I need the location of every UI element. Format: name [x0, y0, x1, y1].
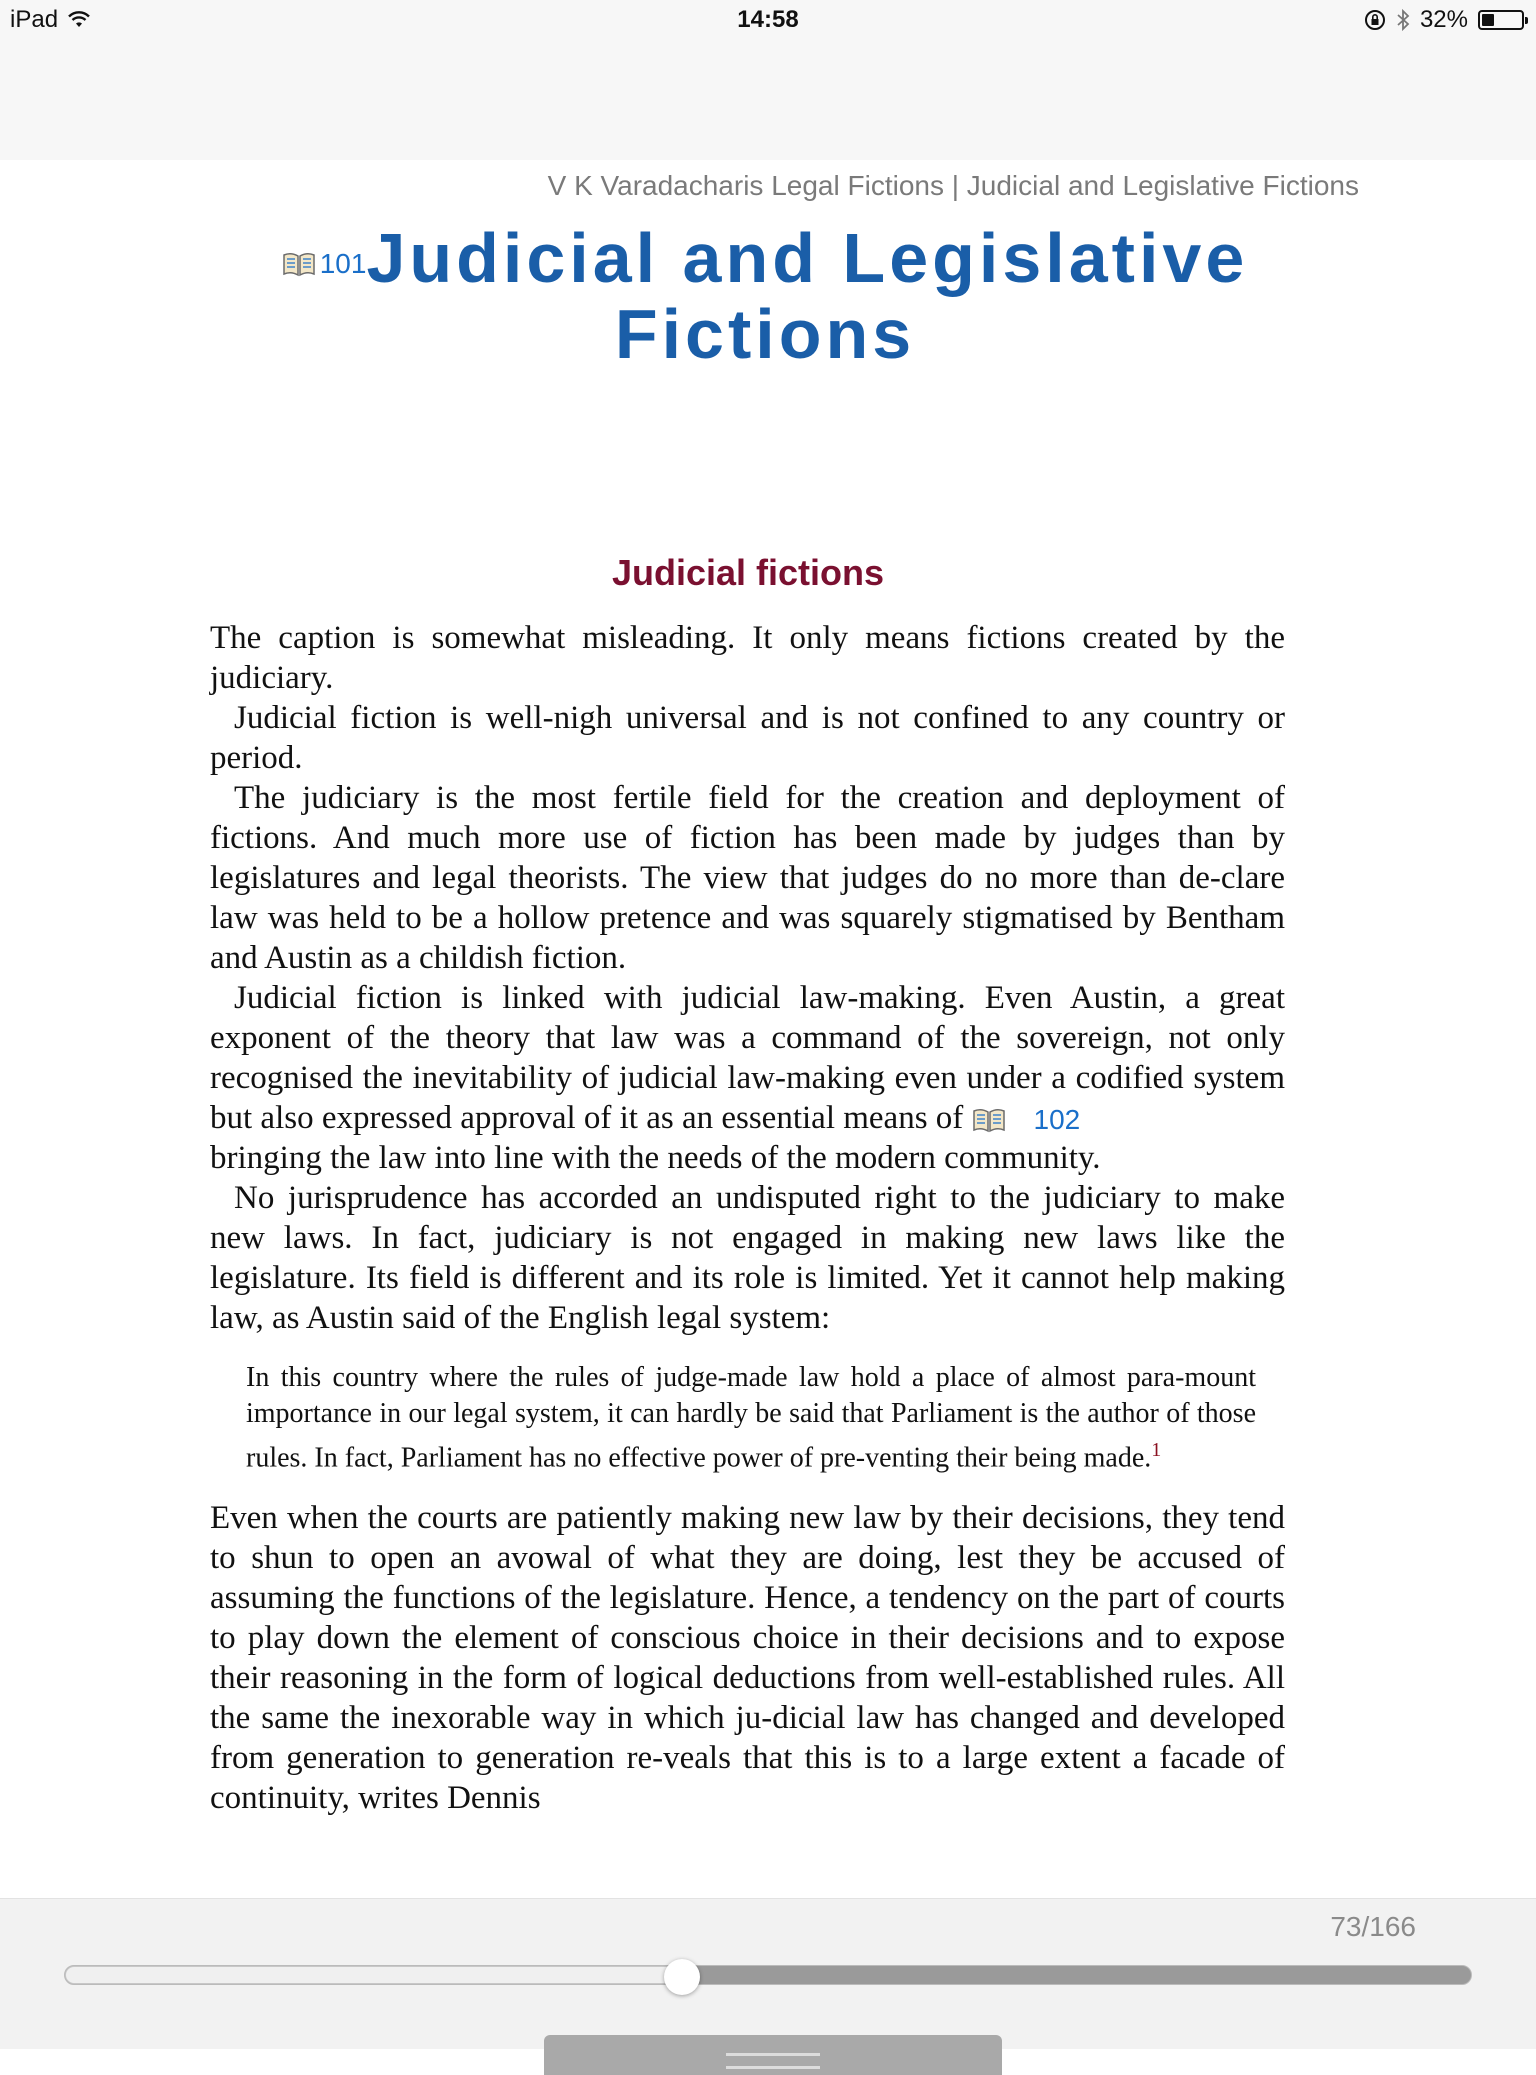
block-quote — [246, 1360, 1256, 1476]
book-icon — [282, 251, 316, 277]
rotation-lock-icon — [1364, 9, 1386, 31]
book-icon — [972, 1107, 1006, 1133]
book-page[interactable] — [0, 160, 1536, 1898]
bluetooth-icon — [1396, 8, 1410, 32]
page-indicator: 73/166 — [1330, 1911, 1416, 1942]
chapter-title-line1: Judicial and Legislative — [366, 219, 1249, 297]
status-bar — [0, 0, 1536, 160]
section-title: Judicial fictions — [611, 552, 885, 593]
chapter-page-ref[interactable] — [282, 248, 367, 280]
quote-text: In this country where the rules of judge-made law hold a place of almost para-mount importance in our legal system, it can hardly be said that Parliament is the author of those rules. In fact, Parliament has no effective power of pre-venting their being made. — [246, 1362, 1256, 1474]
chapter-title-line2: Fictions — [614, 295, 916, 373]
page-slider-progress — [65, 1966, 683, 1984]
reader-bottom-bar — [0, 1898, 1536, 2049]
paragraph: Judicial fiction is well-nigh universal and is not confined to any country or period. — [210, 700, 1285, 776]
chapter-page-ref-number: 101 — [319, 247, 367, 279]
paragraph: The caption is somewhat misleading. It only means fictions created by the judiciary. — [210, 620, 1285, 696]
status-right — [1364, 6, 1524, 34]
paragraph-text: bringing the law into line with the needs of the modern community. — [210, 1140, 1101, 1176]
paragraph: Even when the courts are patiently making new law by their decisions, they tend to shun to open an avowal of what they are doing, lest they be accused of assuming the functions of the legislature. Hence, a tendency on the part of courts to play down the element of conscious choice in their decisions and to expose their reasoning in the form of logical deductions from well-established rules. All the same the inexorable way in which ju-dicial law has changed and developed from generation to generation re-veals that this is to a large extent a facade of continuity, writes Dennis — [210, 1500, 1285, 1817]
chapter-title — [240, 220, 1290, 372]
status-time: 14:58 — [737, 6, 799, 33]
page-slider-track[interactable] — [64, 1965, 1472, 1985]
battery-level-fill — [1482, 14, 1494, 26]
grabber-icon — [726, 2053, 820, 2069]
running-head: V K Varadacharis Legal Fictions | Judicial and Legislative Fictions — [547, 170, 1359, 201]
drawer-handle[interactable] — [544, 2035, 1002, 2075]
page-slider-thumb[interactable] — [664, 1959, 700, 1995]
paragraph — [210, 978, 1285, 1178]
paragraph-text: Judicial fiction is linked with judicial law-making. Even Austin, a great exponent of the theory that law was a command of the sovereign, not only recognised the inevitability of judicial law-making even under a codified system but also expressed approval of it as an essential means of — [210, 980, 1285, 1136]
inline-page-ref-number: 102 — [1033, 1104, 1081, 1136]
device-name: iPad — [10, 6, 59, 33]
battery-icon — [1478, 10, 1524, 30]
paragraph: The judiciary is the most fertile field for the creation and deployment of fictions. And much more use of fiction has been made by judges than by legislatures and legal theorists. The view that judges do no more than de-clare law was held to be a hollow pretence and was squarely stigmatised by Bentham and Austin as a childish fiction. — [210, 780, 1285, 976]
inline-page-ref[interactable] — [972, 1104, 1081, 1136]
footnote-marker[interactable]: 1 — [1151, 1439, 1162, 1461]
battery-percent: 32% — [1419, 6, 1468, 33]
body-text — [210, 618, 1285, 1818]
paragraph: No jurisprudence has accorded an undisputed right to the judiciary to make new laws. In fact, judiciary is not engaged in making new laws like the legislature. Its field is different and its role is limited. Yet it cannot help making law, as Austin said of the English legal system: — [210, 1180, 1285, 1336]
